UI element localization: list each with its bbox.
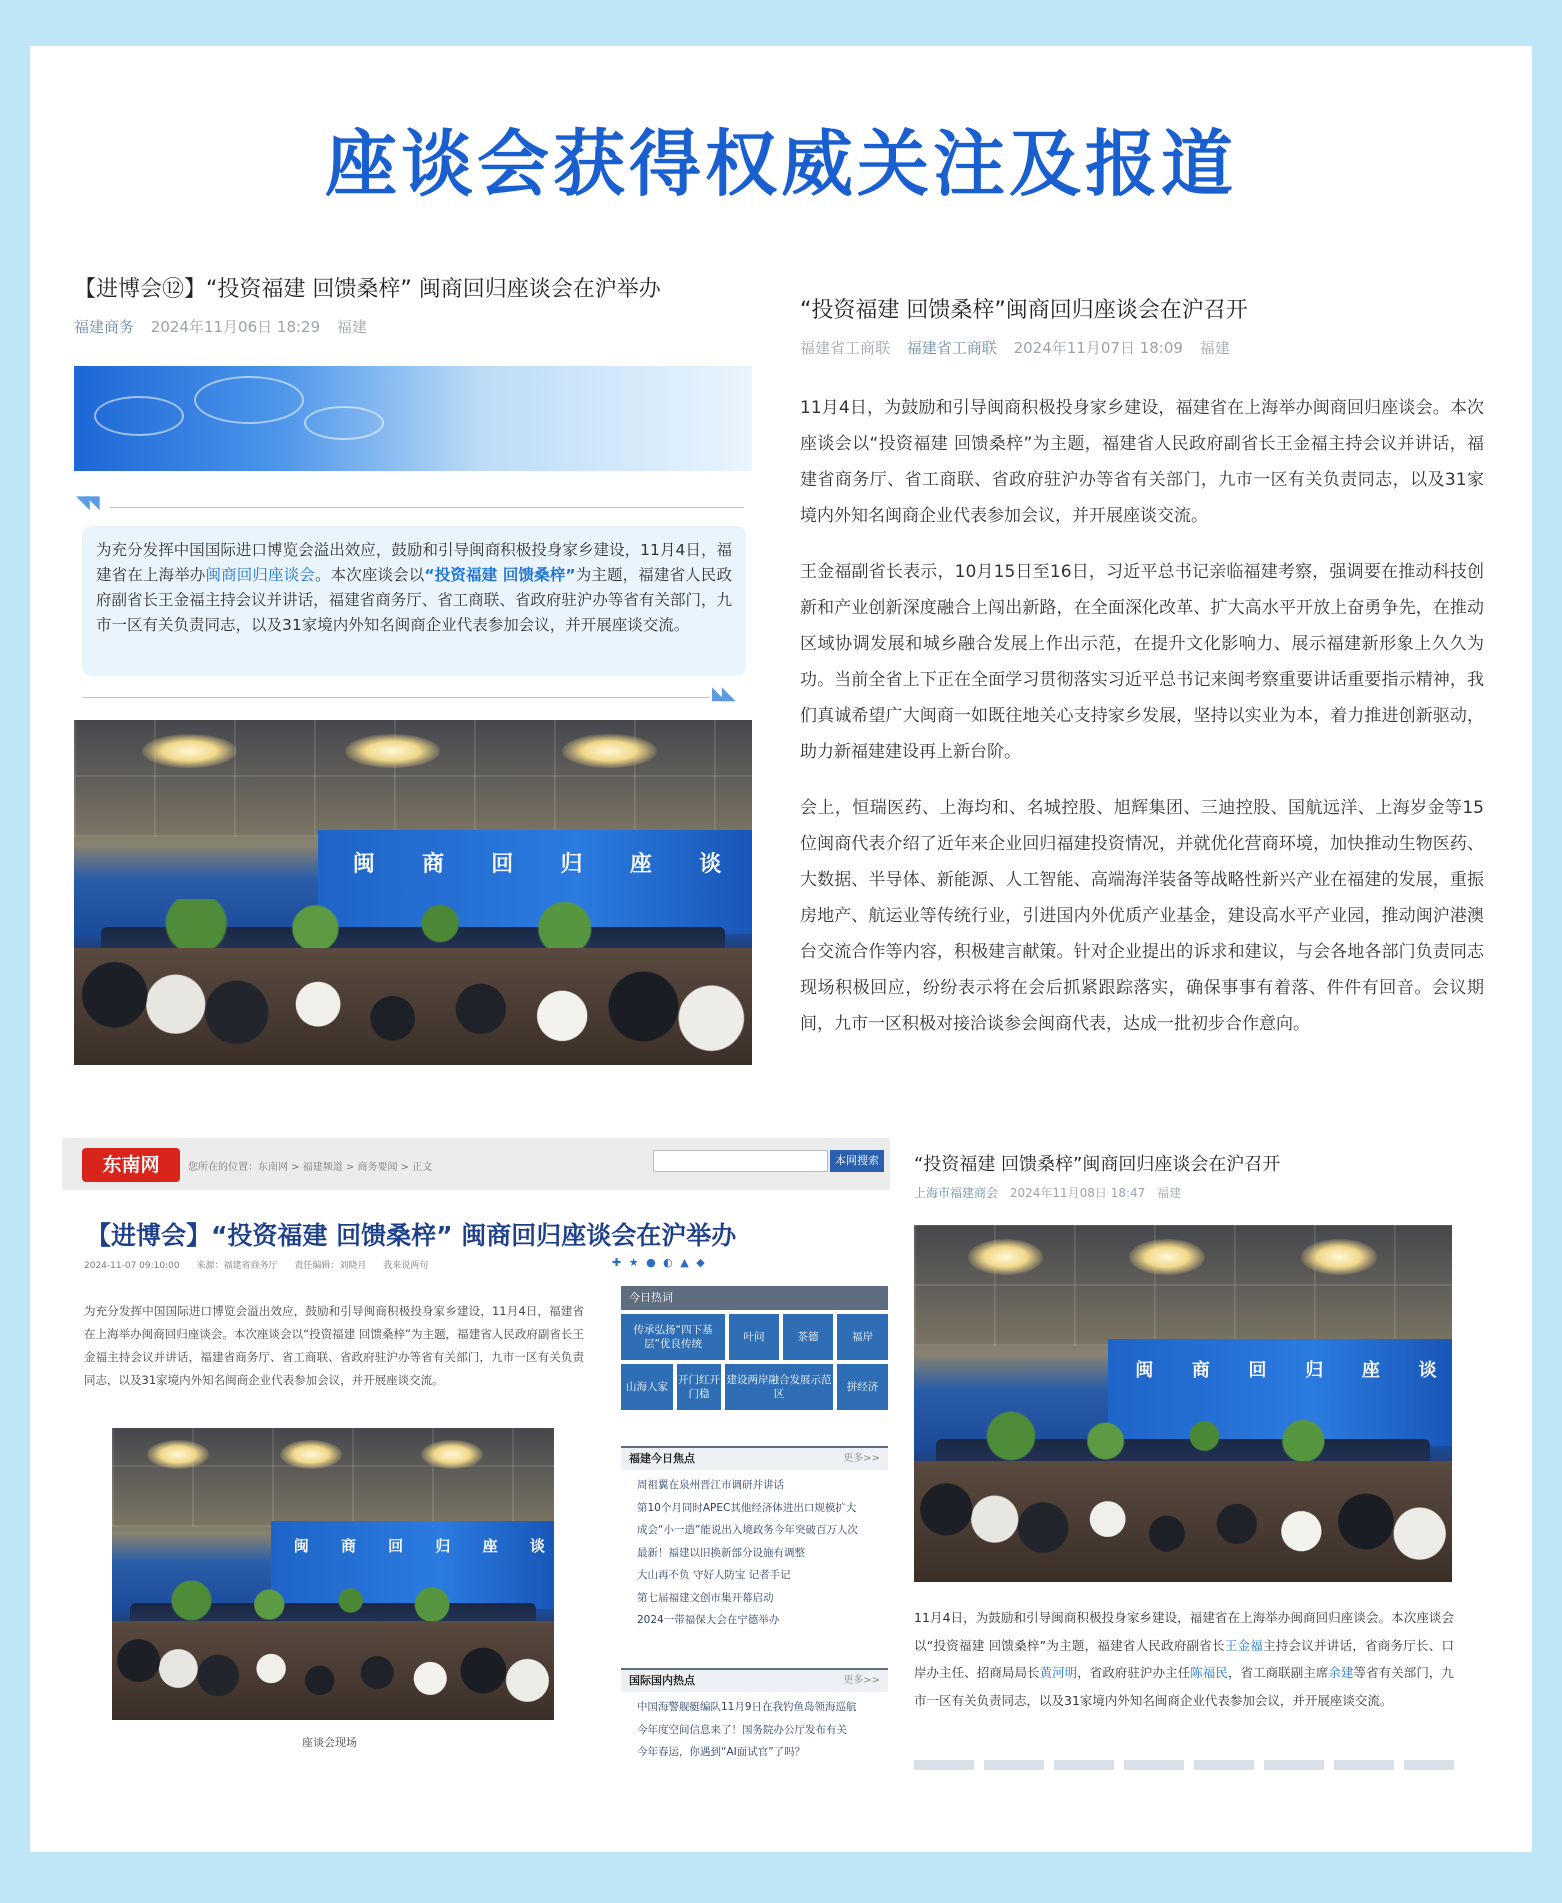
article2-title[interactable]: “投资福建 回馈桑梓”闽商回归座谈会在沪召开 — [800, 298, 1248, 323]
photo-banner-text: 闽 商 回 归 座 谈 会 — [352, 851, 811, 877]
list-item[interactable]: 今年春运，你遇到“AI面试官”了吗？ — [637, 1746, 806, 1758]
body-text: 主持会议并讲话，省商务厅长、口岸办主任、招商局局长 — [914, 1637, 1454, 1680]
article4-datetime: 2024年11月08日 18:47 — [1009, 1186, 1146, 1200]
search-input[interactable] — [653, 1150, 828, 1172]
summary-text: 为主题，福建省人民政府副省长王金福主持会议并讲话，福建省商务厅、省工商联、省政府驻沪办等省有关部门，九市一区有关负责同志，以及31家境内外知名闽商企业代表参加会议，并开展座谈交流。 — [96, 566, 732, 634]
page-title: 座谈会获得权威关注及报道 — [324, 122, 1237, 206]
article2-region: 福建 — [1199, 339, 1230, 357]
hot-word-cell[interactable]: 传承弘扬“四下基层”优良传统 — [621, 1314, 725, 1360]
article1-region: 福建 — [336, 318, 367, 336]
article1-title[interactable]: 【进博会⑫】“投资福建 回馈桑梓” 闽商回归座谈会在沪举办 — [74, 277, 661, 302]
more-link[interactable]: 更多>> — [843, 1675, 880, 1686]
list-item[interactable]: 今年度空间信息来了！国务院办公厅发布有关 — [637, 1723, 847, 1736]
list-item[interactable]: 最新！福建以旧换新部分设施有调整 — [637, 1546, 805, 1559]
intl-header-label: 国际国内热点 — [629, 1674, 695, 1687]
article1-header-banner — [74, 366, 752, 471]
focus-header-label: 福建今日焦点 — [629, 1452, 695, 1465]
body-text: 11月4日，为鼓励和引导闽商积极投身家乡建设，福建省在上海举办闽商回归座谈会。本次座谈会以“投资福建 回馈桑梓”为主题，福建省人民政府副省长 — [914, 1610, 1454, 1653]
fjsen-article-info — [84, 1258, 442, 1271]
summary-text: 为充分发挥中国国际进口博览会溢出效应，鼓励和引导闽商积极投身家乡建设，11月4日，福建省在上海举办 — [96, 541, 732, 584]
article2-meta — [800, 337, 1242, 358]
article4-source[interactable]: 上海市福建商会 — [914, 1186, 999, 1200]
decor-dots-icon: ◣◣ — [712, 683, 732, 704]
divider — [110, 507, 744, 508]
article4-meeting-photo — [914, 1225, 1510, 1582]
list-item[interactable]: 第七届福建文创市集开幕启动 — [637, 1591, 774, 1604]
article4-region: 福建 — [1157, 1186, 1182, 1200]
fjsen-topbar — [62, 1138, 890, 1190]
list-item[interactable]: 2024一带福保大会在宁德举办 — [637, 1614, 780, 1626]
person-name: 余建 — [1328, 1665, 1354, 1680]
summary-text: 。本次座谈会以 — [314, 566, 425, 584]
fjsen-article-body: 为充分发挥中国国际进口博览会溢出效应，鼓励和引导闽商积极投身家乡建设，11月4日，福建省在上海举办闽商回归座谈会。本次座谈会以“投资福建 回馈桑梓”为主题，福建省人民政府副省长王金福主持会议并讲话，福建省商务厅、省工商联、省政府驻沪办等省有关部门，九市一区有关负责同志，以及31家境内外知名闽商企业代表参加会议，并开展座谈交流。 — [84, 1304, 584, 1387]
article4-body — [914, 1604, 1454, 1714]
article2-source2[interactable]: 福建省工商联 — [906, 339, 997, 357]
person-name: 陈福民 — [1190, 1665, 1228, 1680]
hot-words-header: 今日热词 — [621, 1286, 888, 1310]
article2-body — [800, 390, 1484, 1062]
more-link[interactable]: 更多>> — [843, 1453, 880, 1464]
list-item[interactable]: 周祖翼在泉州晋江市调研并讲话 — [637, 1479, 784, 1491]
hot-word-cell[interactable]: 拼经济 — [837, 1364, 888, 1410]
article4-title[interactable]: “投资福建 回馈桑梓”闽商回归座谈会在沪召开 — [914, 1154, 1281, 1175]
fjsen-sidebar — [621, 1286, 888, 1758]
hot-word-cell[interactable]: 山海人家 — [621, 1364, 673, 1410]
hot-word-cell[interactable]: 叶问 — [729, 1314, 779, 1360]
info-source: 来源：福建省商务厅 — [196, 1261, 278, 1271]
list-item[interactable]: 大山再不负 守好人防宝 记者手记 — [637, 1569, 791, 1581]
fjsen-page — [62, 1138, 890, 1758]
hot-word-cell[interactable]: 开门红开门稳 — [677, 1364, 721, 1410]
person-name: 黄河明 — [1039, 1665, 1078, 1680]
search-button[interactable]: 本网搜索 — [830, 1150, 884, 1172]
body-text: 等省有关部门，九市一区有关负责同志，以及31家境内外知名闽商企业代表参加会议，并开展座谈交流。 — [914, 1665, 1454, 1708]
info-time: 2024-11-07 09:10:00 — [84, 1261, 180, 1271]
decor-dots-icon: ◥◥ — [76, 492, 96, 513]
breadcrumb[interactable]: 您所在的位置：东南网 > 福建频道 > 商务要闻 > 正文 — [188, 1162, 433, 1173]
list-item[interactable]: 第10个月同时APEC其他经济体进出口规模扩大 — [637, 1501, 857, 1514]
person-name: 王金福 — [1224, 1637, 1264, 1653]
body-text: ，省工商联副主席 — [1227, 1665, 1329, 1680]
intl-list — [637, 1696, 857, 1764]
article1-meta — [74, 316, 379, 337]
article2-paragraph: 11月4日，为鼓励和引导闽商积极投身家乡建设，福建省在上海举办闽商回归座谈会。本次座谈会以“投资福建 回馈桑梓”为主题，福建省人民政府副省长王金福主持会议并讲话，福建省商务厅、省工商联、省政府驻沪办等省有关部门，九市一区有关负责同志，以及31家境内外知名闽商企业代表参加会议，并开展座谈交流。 — [800, 398, 1484, 526]
divider — [82, 697, 710, 698]
article1-summary-box — [82, 526, 746, 676]
article2-datetime: 2024年11月07日 18:09 — [1013, 339, 1183, 357]
info-comment-link[interactable]: 我来说两句 — [383, 1261, 429, 1271]
meeting-photo — [74, 720, 811, 1065]
truncated-text-fade — [914, 1760, 1454, 1770]
article2-paragraph: 王金福副省长表示，10月15日至16日，习近平总书记亲临福建考察，强调要在推动科技创新和产业创新深度融合上闯出新路，在全面深化改革、扩大高水平开放上奋勇争先，在推动区域协调发展和城乡融合发展上作出示范，在提升文化影响力、展示福建新形象上久久为功。当前全省上下正在全面学习贯彻落实习近平总书记来闽考察重要讲话重要指示精神，我们真诚希望广大闽商一如既往地关心支持家乡发展，坚持以实业为本，着力推进创新驱动，助力新福建建设再上新台阶。 — [800, 562, 1484, 762]
hot-words-grid — [621, 1310, 888, 1414]
article1-datetime: 2024年11月06日 18:29 — [150, 318, 321, 336]
article2-paragraph: 会上，恒瑞医药、上海均和、名城控股、旭辉集团、三迪控股、国航远洋、上海岁金等15位闽商代表介绍了近年来企业回归福建投资情况，并就优化营商环境，加快推动生物医药、大数据、半导体、新能源、人工智能、高端海洋装备等战略性新兴产业在福建的发展，重振房地产、航运业等传统行业，引进国内外优质产业基金，建设高水平产业园，推动闽沪港澳台交流合作等内容，积极建言献策。针对企业提出的诉求和建议，与会各地各部门负责同志现场积极回应，纷纷表示将在会后抓紧跟踪落实，确保事事有着落、件件有回音。会议期间，九市一区积极对接洽谈参会闽商代表，达成一批初步合作意向。 — [800, 798, 1484, 1034]
focus-header — [621, 1446, 888, 1470]
list-item[interactable]: 中国海警舰艇编队11月9日在我钓鱼岛领海巡航 — [637, 1701, 857, 1713]
photo-banner-text: 闽 商 回 归 座 谈 会 — [293, 1537, 606, 1556]
hot-word-cell[interactable]: 建设两岸融合发展示范区 — [725, 1364, 833, 1410]
body-text: ，省政府驻沪办主任 — [1077, 1665, 1191, 1680]
fjsen-logo[interactable]: 东南网 — [82, 1148, 180, 1182]
fjsen-article-title: 【进博会】“投资福建 回馈桑梓” 闽商回归座谈会在沪举办 — [86, 1221, 737, 1250]
fjsen-meeting-photo — [112, 1428, 606, 1720]
article2-source1: 福建省工商联 — [800, 339, 891, 357]
article1-source[interactable]: 福建商务 — [74, 318, 135, 336]
info-editor: 责任编辑：刘晓月 — [294, 1261, 367, 1271]
hot-word-cell[interactable]: 福岸 — [837, 1314, 888, 1360]
list-item[interactable]: 成会“小一造”能说出入境政务今年突破百万人次 — [637, 1524, 858, 1536]
article4-meta — [914, 1184, 1189, 1201]
hot-word-cell[interactable]: 茶德 — [783, 1314, 833, 1360]
summary-highlight: “投资福建 回馈桑梓” — [424, 566, 576, 584]
share-icons[interactable]: ✚ ★ ● ◐ ▲ ◆ — [612, 1256, 707, 1269]
summary-highlight[interactable]: 闽商回归座谈会 — [205, 566, 315, 584]
photo-banner-text: 闽 商 回 归 座 谈 会 — [1135, 1360, 1510, 1382]
focus-list — [637, 1474, 858, 1632]
photo-caption: 座谈会现场 — [302, 1736, 357, 1749]
intl-header — [621, 1668, 888, 1692]
